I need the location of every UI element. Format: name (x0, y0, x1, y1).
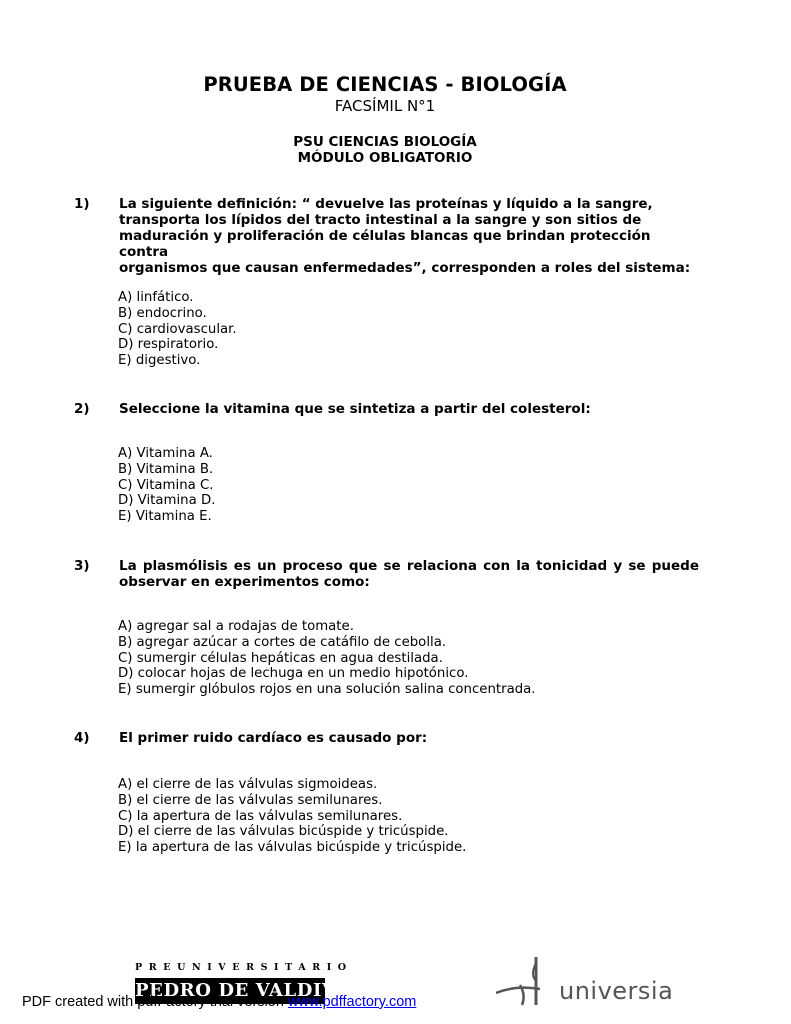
question-text-line: Seleccione la vitamina que se sintetiza a partir del colesterol: (119, 401, 591, 417)
answer-option: A) Vitamina A. (118, 446, 213, 461)
answer-option: A) el cierre de las válvulas sigmoideas. (118, 777, 378, 792)
pdffactory-link[interactable]: www.pdffactory.com (287, 994, 417, 1010)
answer-option: D) el cierre de las válvulas bicúspide y tricúspide. (118, 824, 449, 840)
answer-option: C) Vitamina C. (118, 477, 214, 493)
answer-option: E) la apertura de las válvulas bicúspide y tricúspide. (118, 840, 467, 856)
pdf-watermark (22, 994, 416, 1010)
answer-option: E) Vitamina E. (118, 509, 212, 525)
answer-option: D) Vitamina D. (118, 493, 216, 509)
universia-wordmark: universia (559, 977, 674, 1005)
answer-option: B) Vitamina B. (118, 461, 214, 477)
answer-option: C) cardiovascular. (118, 321, 237, 337)
answer-option: D) respiratorio. (118, 337, 219, 353)
question-number: 4) (74, 730, 90, 746)
section-heading-line2: MÓDULO OBLIGATORIO (297, 150, 473, 166)
question-text-line: transporta los lípidos del tracto intestinal a la sangre y son sitios de (119, 212, 642, 228)
question-number: 3) (74, 558, 90, 574)
answer-options (118, 777, 466, 856)
logo-name-text: PEDRO DE VALDIVIA (135, 978, 325, 1004)
answer-options (118, 290, 237, 369)
watermark-text: PDF created with pdfFactory trial version (22, 994, 288, 1010)
question-text-line: observar en experimentos como: (119, 574, 370, 590)
answer-option: C) sumergir células hepáticas en agua destilada. (118, 650, 443, 666)
answer-options (118, 619, 536, 698)
question-text (119, 196, 699, 276)
answer-option: A) linfático. (118, 290, 194, 305)
answer-option: B) agregar azúcar a cortes de catáfilo de cebolla. (118, 634, 447, 650)
answer-option: E) digestivo. (118, 353, 201, 369)
answer-option: E) sumergir glóbulos rojos en una solución salina concentrada. (118, 682, 536, 698)
answer-option: B) el cierre de las válvulas semilunares. (118, 792, 383, 808)
question-text (119, 401, 699, 417)
question-text-line: La plasmólisis es un proceso que se relaciona con la tonicidad y se puede (119, 558, 699, 574)
universia-logo (496, 955, 674, 1007)
question-text (119, 558, 699, 590)
answer-option: C) la apertura de las válvulas semilunares. (118, 808, 403, 824)
question-number: 2) (74, 401, 90, 417)
section-heading-line1: PSU CIENCIAS BIOLOGÍA (293, 134, 477, 150)
question-text-line: El primer ruido cardíaco es causado por: (119, 730, 428, 746)
question-number: 1) (74, 196, 90, 212)
question-text (119, 730, 699, 746)
logo-preuniversitario-text: PREUNIVERSITARIO (135, 962, 353, 973)
page-subtitle: FACSÍMIL N°1 (334, 97, 436, 115)
answer-options (118, 446, 215, 525)
answer-option: B) endocrino. (118, 305, 207, 321)
question-text-line: organismos que causan enfermedades”, corresponden a roles del sistema: (119, 260, 691, 276)
question-text-line: maduración y proliferación de células blancas que brindan protección contra (119, 228, 651, 260)
question-text-line: La siguiente definición: “ devuelve las proteínas y líquido a la sangre, (119, 196, 653, 212)
answer-option: A) agregar sal a rodajas de tomate. (118, 619, 354, 634)
page-title: PRUEBA DE CIENCIAS - BIOLOGÍA (203, 73, 567, 96)
universia-symbol-icon (496, 955, 558, 1007)
answer-option: D) colocar hojas de lechuga en un medio hipotónico. (118, 666, 469, 682)
